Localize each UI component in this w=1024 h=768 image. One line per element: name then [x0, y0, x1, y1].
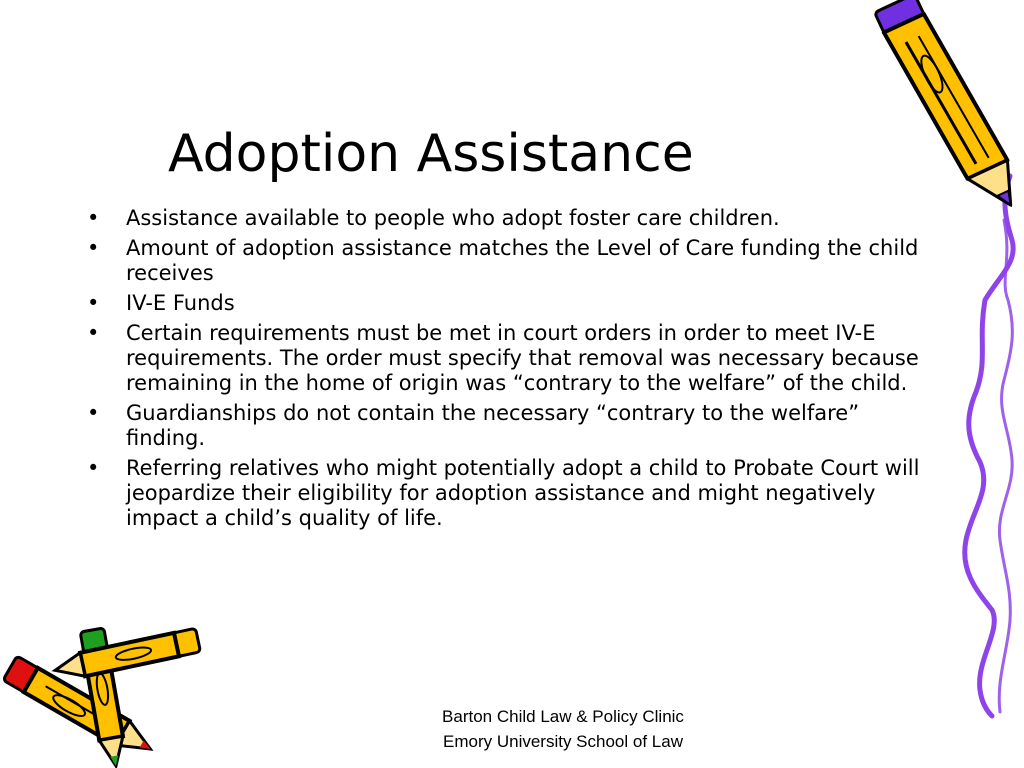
footer-line-clinic: Barton Child Law & Policy Clinic — [442, 707, 684, 726]
bullet-text: Guardianships do not contain the necessary “contrary to the welfare” finding. — [126, 401, 860, 450]
bullet-icon: • — [87, 291, 100, 315]
slide-footer — [400, 704, 726, 754]
list-item — [84, 206, 934, 231]
bullet-text: IV-E Funds — [126, 291, 235, 315]
bullet-list — [84, 206, 934, 536]
bullet-text: Certain requirements must be met in court orders in order to meet IV-E requirements. The order must specify that removal was necessary because remaining in the home of origin was “contrary to the welfare” of the child. — [126, 321, 919, 395]
bullet-icon: • — [87, 236, 100, 260]
bullet-text: Assistance available to people who adopt foster care children. — [126, 206, 780, 230]
footer-line-school: Emory University School of Law — [443, 732, 683, 751]
slide-title: Adoption Assistance — [168, 124, 694, 184]
bullet-text: Referring relatives who might potentially adopt a child to Probate Court will jeopardize their eligibility for adoption assistance and might negatively impact a child’s quality of life. — [126, 456, 920, 530]
list-item — [84, 321, 934, 396]
list-item — [84, 456, 934, 531]
list-item — [84, 291, 934, 316]
bullet-text: Amount of adoption assistance matches the Level of Care funding the child receives — [126, 236, 919, 285]
bullet-icon: • — [87, 206, 100, 230]
list-item — [84, 401, 934, 451]
bullet-icon: • — [87, 401, 100, 425]
list-item — [84, 236, 934, 286]
bullet-icon: • — [87, 321, 100, 345]
bullet-icon: • — [87, 456, 100, 480]
